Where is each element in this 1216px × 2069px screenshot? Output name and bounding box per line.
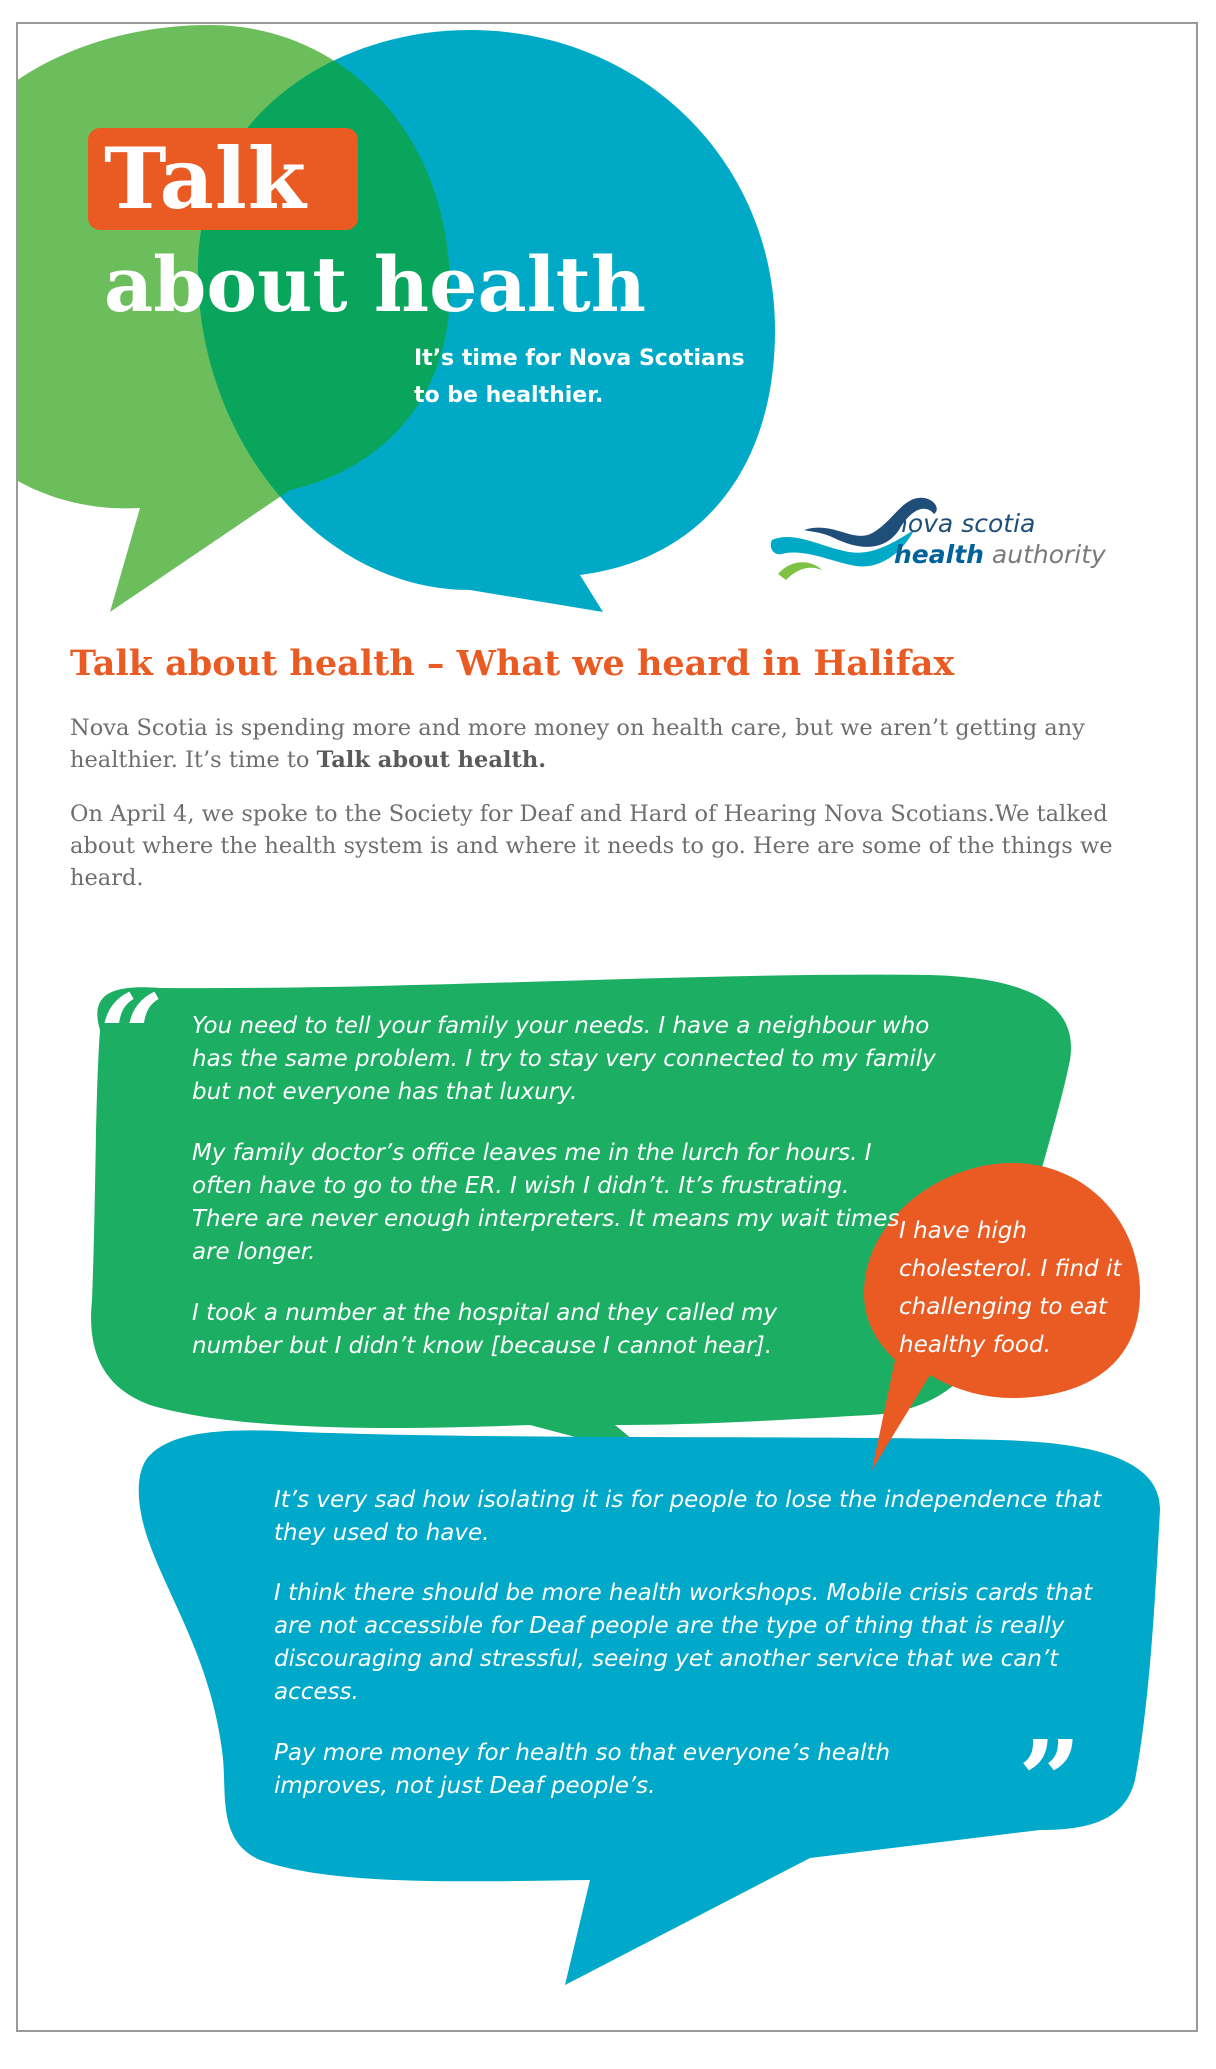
title-word: Talk <box>104 129 308 228</box>
green-quote-1: You need to tell your family your needs. I have a neighbour who has the same problem. I try to stay very connected to my family but not everyone has that luxury. <box>192 1013 936 1105</box>
open-quote-icon: “ <box>100 970 164 1099</box>
logo-text-line-1: nova scotia <box>892 509 1036 538</box>
logo-text-line-2 <box>894 540 1106 570</box>
green-quote-3: I took a number at the hospital and they called my number but I didn’t know [because I cannot hear]. <box>192 1300 778 1359</box>
green-quote-2: My family doctor’s office leaves me in the lurch for hours. I often have to go to the ER. I wish I didn’t. It’s frustrating. There are never enough interpreters. It means my wait times are longer. <box>192 1140 900 1265</box>
tagline <box>414 340 794 414</box>
intro-paragraph-1 <box>70 712 1150 776</box>
close-quote-icon: ” <box>1018 1716 1082 1845</box>
orange-quote: I have high cholesterol. I find it challenging to eat healthy food. <box>899 1218 1122 1358</box>
blue-quote-1: It’s very sad how isolating it is for people to lose the independence that they used to have. <box>274 1487 1102 1546</box>
article-heading: Talk about health – What we heard in Halifax <box>70 643 955 684</box>
intro-paragraph-1-bold: Talk about health. <box>316 747 547 773</box>
intro-paragraph-2: On April 4, we spoke to the Society for Deaf and Hard of Hearing Nova Scotians.We talked about where the health system is and where it needs to go. Here are some of the things we heard. <box>70 801 1113 891</box>
title-rest: about health <box>104 240 646 329</box>
tagline-line-1: It’s time for Nova Scotians <box>414 346 745 371</box>
intro-paragraph-1-text: Nova Scotia is spending more and more money on health care, but we aren’t getting any healthier. It’s time to <box>70 715 1085 773</box>
tagline-line-2: to be healthier. <box>414 383 604 408</box>
blue-quote-3: Pay more money for health so that everyone’s health improves, not just Deaf people’s. <box>274 1740 891 1799</box>
logo-text-light: authority <box>991 540 1106 569</box>
blue-quote-2: I think there should be more health workshops. Mobile crisis cards that are not accessible for Deaf people are the type of thing that is really discouraging and stressful, seeing yet another service that we can’t access. <box>274 1580 1093 1705</box>
logo-text-bold: health <box>894 540 984 569</box>
